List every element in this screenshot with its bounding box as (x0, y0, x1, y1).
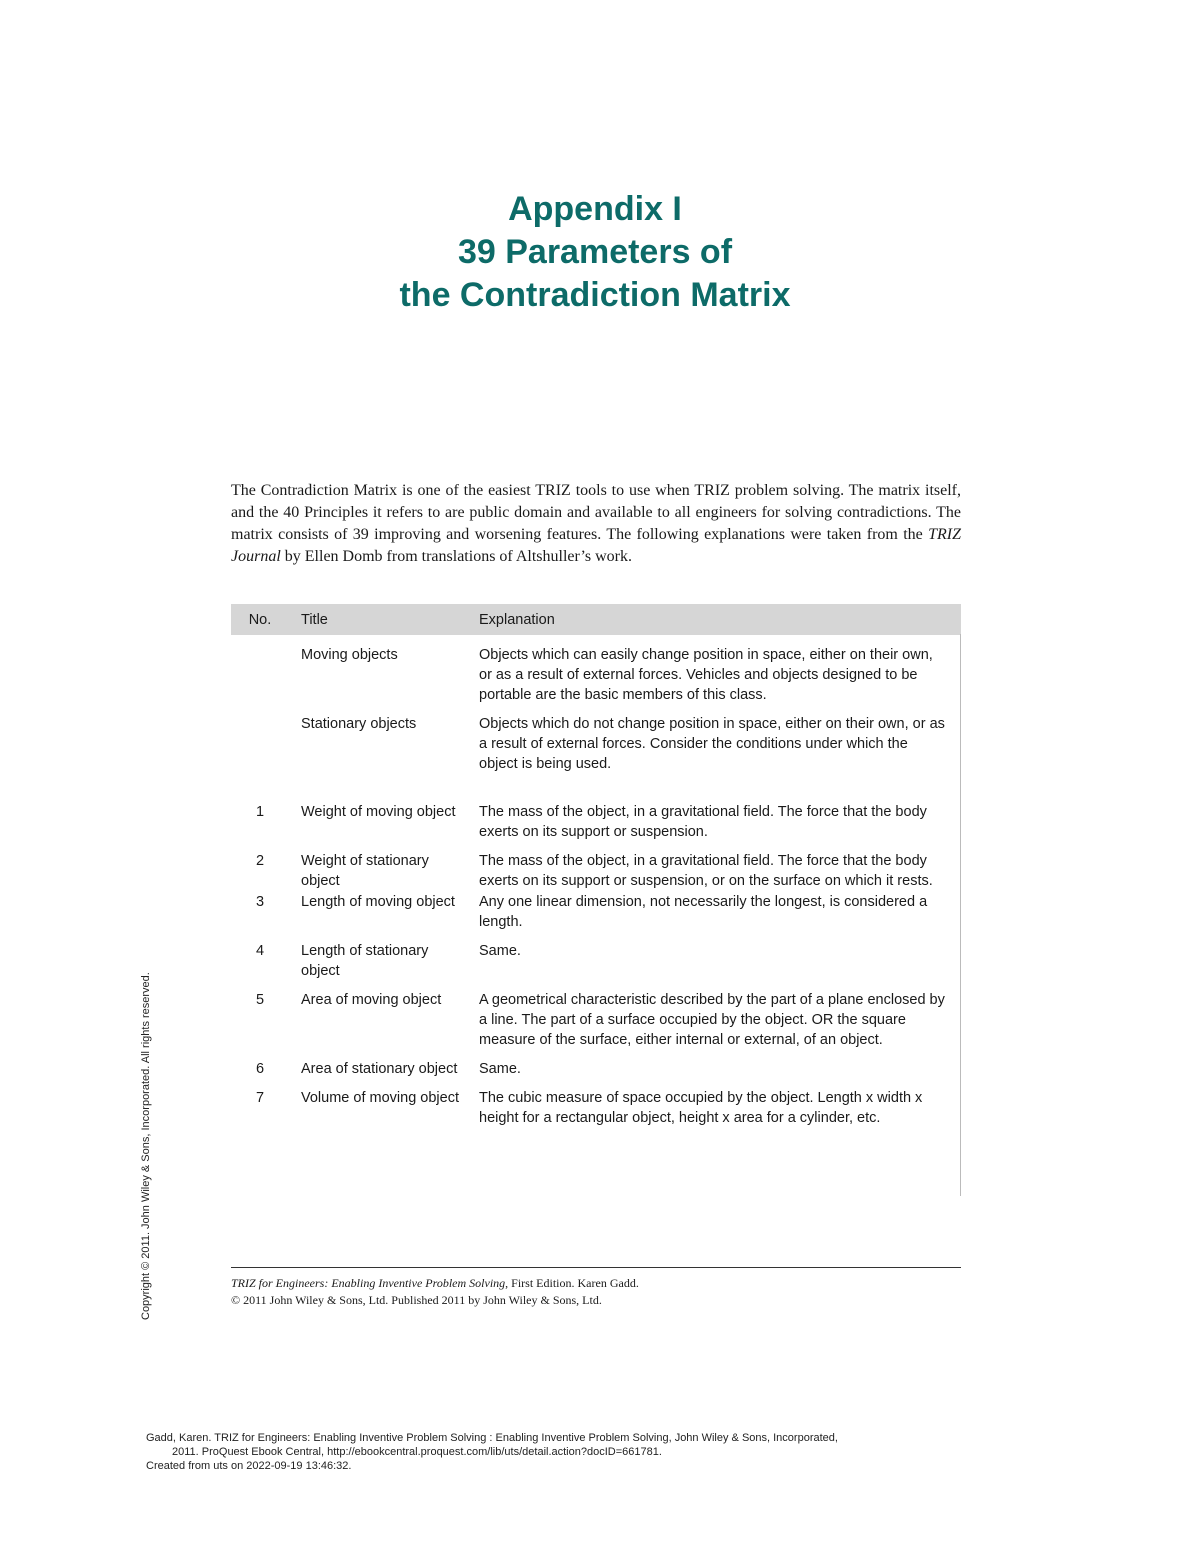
row-number: 2 (255, 853, 265, 869)
table-row (231, 705, 961, 774)
row-number: 1 (255, 804, 265, 820)
table-right-border (960, 634, 961, 1196)
intro-text-1: The Contradiction Matrix is one of the easiest TRIZ tools to use when TRIZ problem solving. The matrix itself, and the 40 Principles it refers to are public domain and available to all engineers for solving contradictions. The matrix consists of 39 improving and worsening features. The following explanations were taken from the (231, 482, 961, 543)
side-copyright: Copyright © 2011. John Wiley & Sons, Incorporated. All rights reserved. (140, 972, 152, 1320)
citation-line-3: Created from uts on 2022-09-19 13:46:32. (146, 1460, 352, 1472)
row-number: 6 (255, 1061, 265, 1077)
citation-line-2: 2011. ProQuest Ebook Central, http://ebookcentral.proquest.com/lib/uts/detail.action?docID=661781. (172, 1446, 662, 1458)
title-line-3: the Contradiction Matrix (399, 276, 791, 314)
row-explanation: The mass of the object, in a gravitational field. The force that the body exerts on its support or suspension, or on the surface on which it rests. (479, 853, 933, 889)
row-title: Moving objects (301, 647, 398, 663)
row-number: 7 (255, 1090, 265, 1106)
page-title (0, 188, 1190, 317)
table-row (231, 932, 961, 981)
title-line-1: Appendix I (508, 190, 682, 228)
row-explanation: A geometrical characteristic described by the part of a plane enclosed by a line. The part of a surface occupied by the object. OR the square measure of the surface, either internal or external, of an object. (479, 992, 945, 1048)
citation-line-1: Gadd, Karen. TRIZ for Engineers: Enabling Inventive Problem Solving : Enabling Inventive Problem Solving, John Wiley & Sons, Incorporated, (146, 1432, 838, 1444)
table-row (231, 1079, 961, 1128)
row-explanation: Any one linear dimension, not necessarily the longest, is considered a length. (479, 894, 928, 930)
table-row (231, 842, 961, 891)
footnote-book-rest: , First Edition. Karen Gadd. (505, 1276, 639, 1290)
footnote (231, 1275, 961, 1309)
footnote-book-title: TRIZ for Engineers: Enabling Inventive Problem Solving (231, 1276, 506, 1290)
row-title: Volume of moving object (301, 1090, 459, 1106)
row-number: 4 (255, 943, 265, 959)
row-explanation: Objects which can easily change position in space, either on their own, or as a result of external forces. Vehicles and objects designed to be portable are the basic members of this class. (479, 647, 933, 703)
header-title: Title (301, 612, 328, 628)
header-explanation: Explanation (479, 612, 555, 628)
intro-text-2: by Ellen Domb from translations of Altshuller’s work. (280, 548, 632, 565)
row-title: Length of stationary object (301, 943, 429, 979)
row-title: Length of moving object (301, 894, 455, 910)
table-row (231, 774, 961, 842)
row-explanation: Same. (479, 943, 521, 959)
row-number: 5 (255, 992, 265, 1008)
header-no: No. (248, 612, 272, 628)
row-title: Area of moving object (301, 992, 442, 1008)
row-title: Weight of stationary object (301, 853, 429, 889)
row-number (231, 705, 289, 774)
row-title: Stationary objects (301, 716, 417, 732)
parameters-table (231, 604, 961, 1128)
row-title: Area of stationary object (301, 1061, 458, 1077)
table-row (231, 981, 961, 1050)
row-title: Weight of moving object (301, 804, 456, 820)
row-number (231, 635, 289, 705)
row-explanation: Objects which do not change position in space, either on their own, or as a result of external forces. Consider the conditions under which the object is being used. (479, 716, 945, 772)
row-number: 3 (255, 894, 265, 910)
footnote-copyright: © 2011 John Wiley & Sons, Ltd. Published 2011 by John Wiley & Sons, Ltd. (231, 1293, 602, 1307)
table-row (231, 635, 961, 705)
table-row (231, 1050, 961, 1079)
table-row (231, 891, 961, 932)
row-explanation: The mass of the object, in a gravitational field. The force that the body exerts on its support or suspension. (479, 804, 927, 840)
intro-journal: TRIZ Journal (231, 526, 961, 565)
footnote-divider (231, 1267, 961, 1268)
intro-paragraph (231, 480, 961, 568)
row-explanation: The cubic measure of space occupied by the object. Length x width x height for a rectangular object, height x area for a cylinder, etc. (479, 1090, 923, 1126)
citation (146, 1431, 926, 1473)
row-explanation: Same. (479, 1061, 521, 1077)
table-header-row (231, 604, 961, 635)
title-line-2: 39 Parameters of (457, 233, 733, 271)
